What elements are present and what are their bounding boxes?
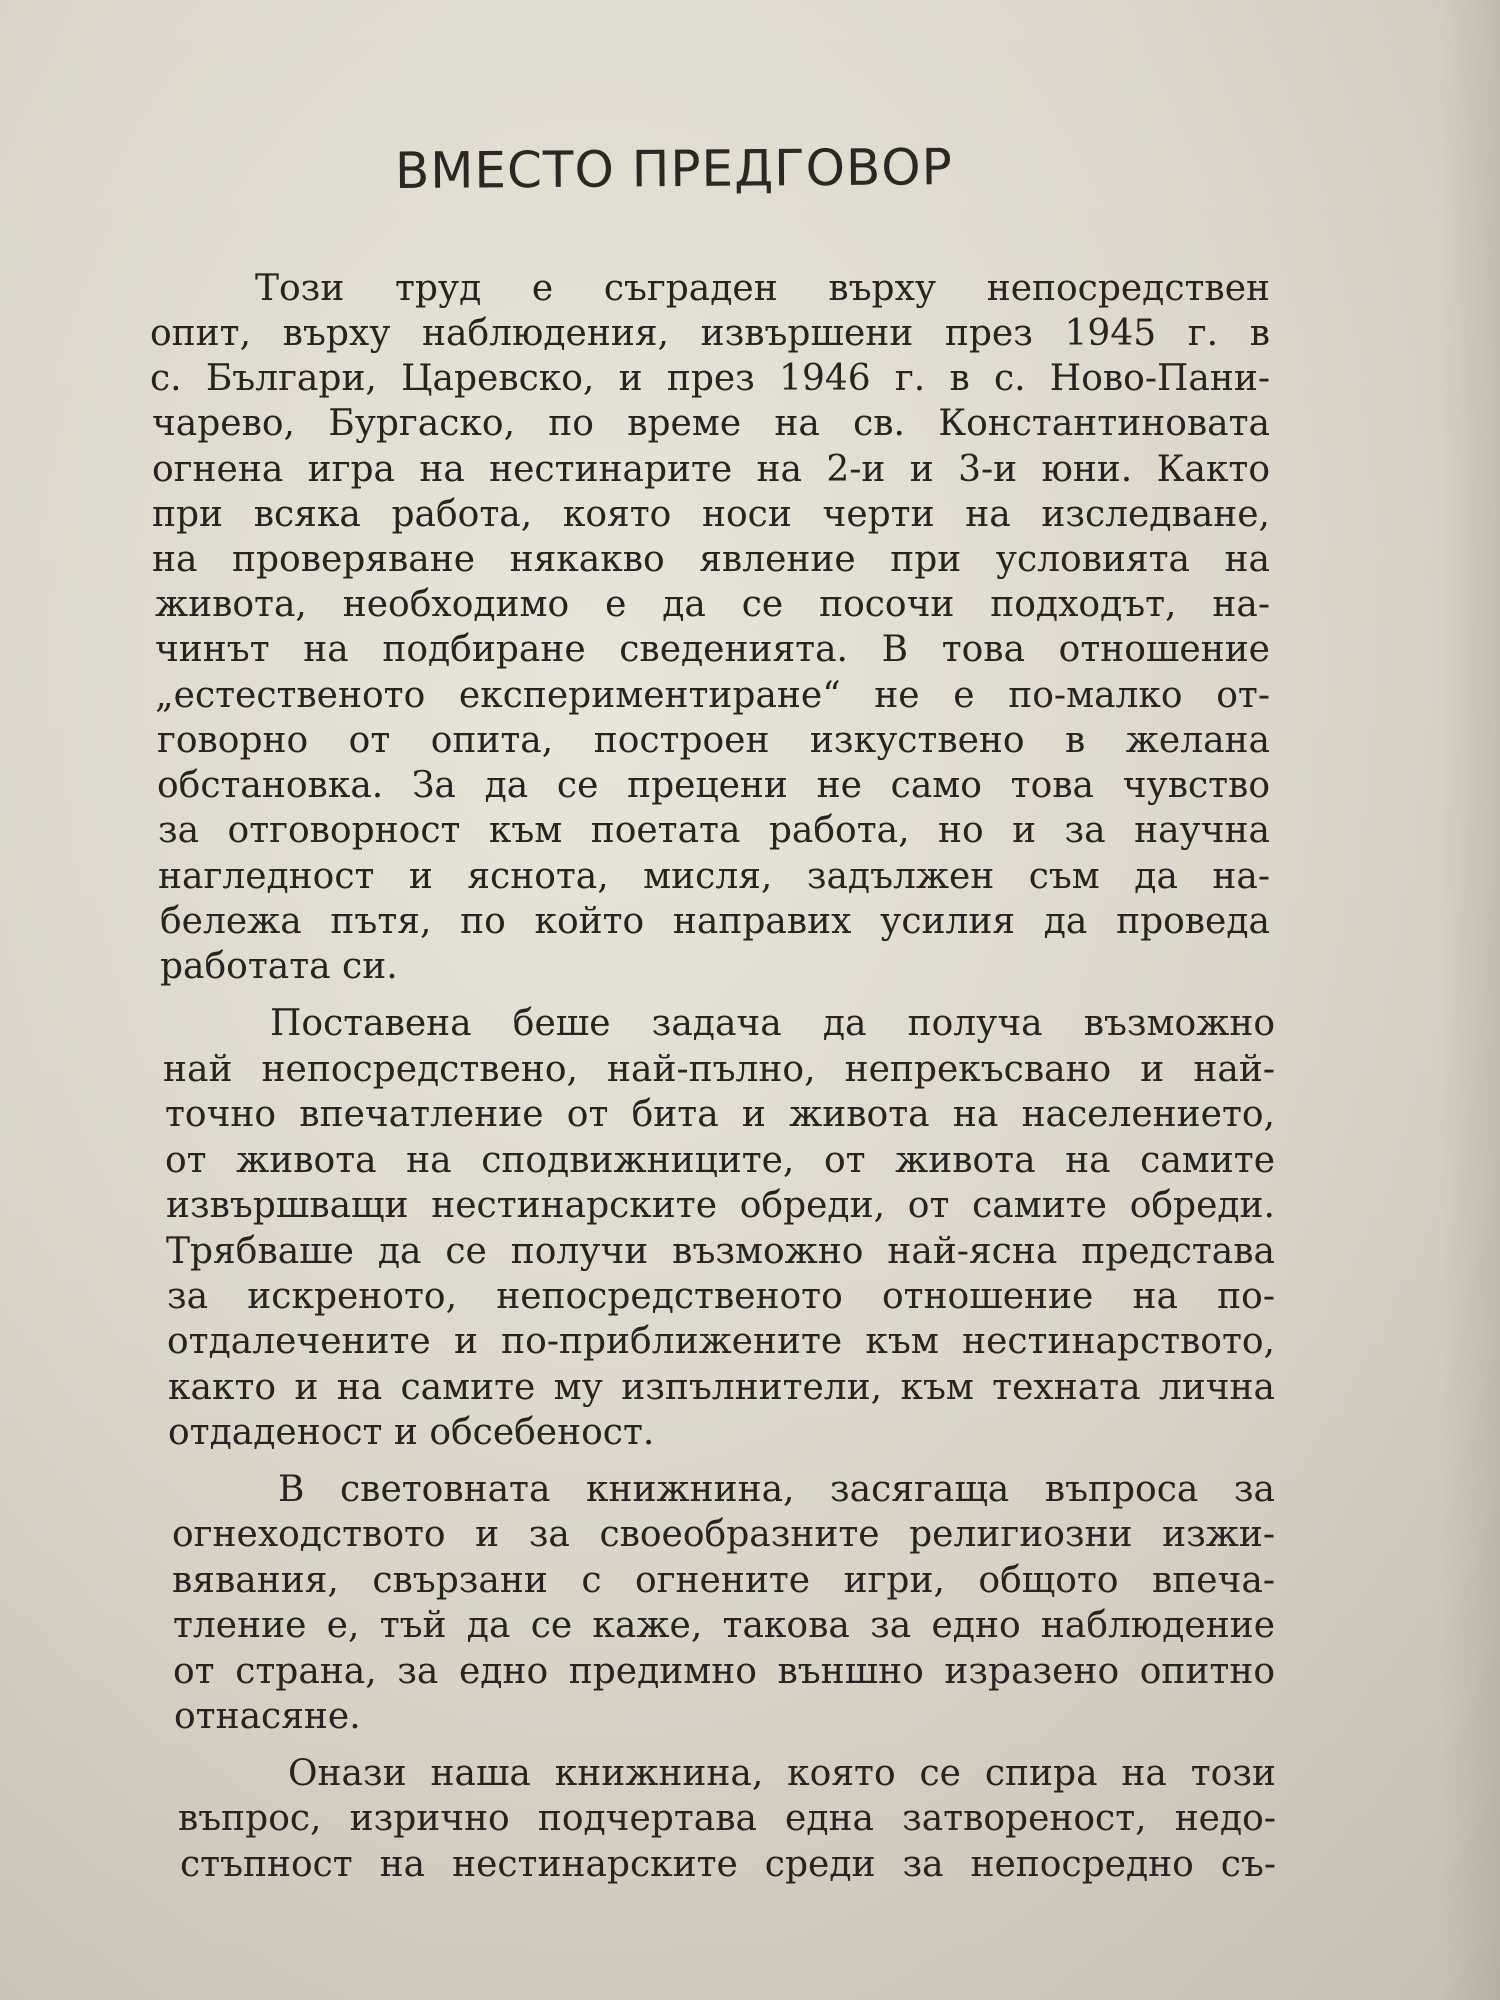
text-line: за отговорност към поетата работа, но и за научна — [158, 810, 1270, 851]
text-line: нагледност и яснота, мисля, задължен съм да на- — [158, 856, 1270, 897]
text-line: Онази наша книжнина, която се спира на този — [288, 1753, 1276, 1794]
text-line: отнасяне. — [174, 1696, 361, 1737]
text-line: чинът на подбиране сведенията. В това отношение — [155, 629, 1270, 670]
text-line: отдалечените и по-приближените към нестинарството, — [167, 1321, 1275, 1362]
text-line: с. Българи, Царевско, и през 1946 г. в с. Ново-Пани- — [150, 358, 1270, 399]
text-line: вявания, свързани с огнените игри, общото впеча- — [172, 1560, 1275, 1601]
text-line: опит, върху наблюдения, извършени през 1945 г. в — [150, 313, 1270, 354]
text-line: стъпност на нестинарските среди за непосредно съ- — [180, 1844, 1276, 1885]
text-line: при всяка работа, която носи черти на изследване, — [152, 494, 1270, 535]
text-line: В световната книжнина, засягаща въпроса за — [278, 1469, 1275, 1510]
text-line: Трябваше да се получи възможно най-ясна представа — [166, 1231, 1275, 1272]
text-line: работата си. — [160, 946, 398, 987]
text-line: въпрос, изрично подчертава една затвореност, недо- — [178, 1798, 1276, 1839]
text-line: за искреното, непосредственото отношение на по- — [167, 1276, 1275, 1317]
text-line: отдаденост и обсебеност. — [168, 1412, 655, 1453]
text-line: живота, необходимо е да се посочи подходът, на- — [155, 584, 1270, 625]
text-line: чарево, Бургаско, по време на св. Константиновата — [152, 403, 1270, 444]
text-line: „естественото експериментиране“ не е по-малко от- — [155, 675, 1270, 716]
text-line: точно впечатление от бита и живота на населението, — [165, 1094, 1275, 1135]
page-title: ВМЕСТО ПРЕДГОВОР — [394, 138, 953, 200]
text-line: Този труд е съграден върху непосредствен — [255, 268, 1270, 309]
text-line: от страна, за едно предимно външно изразено опитно — [173, 1651, 1275, 1692]
text-line: извършващи нестинарските обреди, от самите обреди. — [166, 1185, 1275, 1226]
text-line: Поставена беше задача да получа възможно — [270, 1003, 1275, 1044]
text-line: от живота на сподвижниците, от живота на самите — [165, 1140, 1275, 1181]
text-line: на проверяване някакво явление при условията на — [152, 539, 1270, 580]
text-line: огнеходството и за своеобразните религиозни изжи- — [172, 1514, 1275, 1555]
text-line: обстановка. За да се прецени не само това чувство — [157, 765, 1270, 806]
text-line: най непосредствено, най-пълно, непрекъсвано и най- — [163, 1049, 1275, 1090]
text-line: говорно от опита, построен изкуствено в желана — [157, 720, 1270, 761]
text-line: огнена игра на нестинарите на 2-и и 3-и юни. Както — [152, 449, 1270, 490]
text-line: бележа пътя, по който направих усилия да проведа — [160, 901, 1270, 942]
text-line: както и на самите му изпълнители, към техната лична — [168, 1367, 1275, 1408]
text-line: тление е, тъй да се каже, такова за едно наблюдение — [173, 1605, 1275, 1646]
